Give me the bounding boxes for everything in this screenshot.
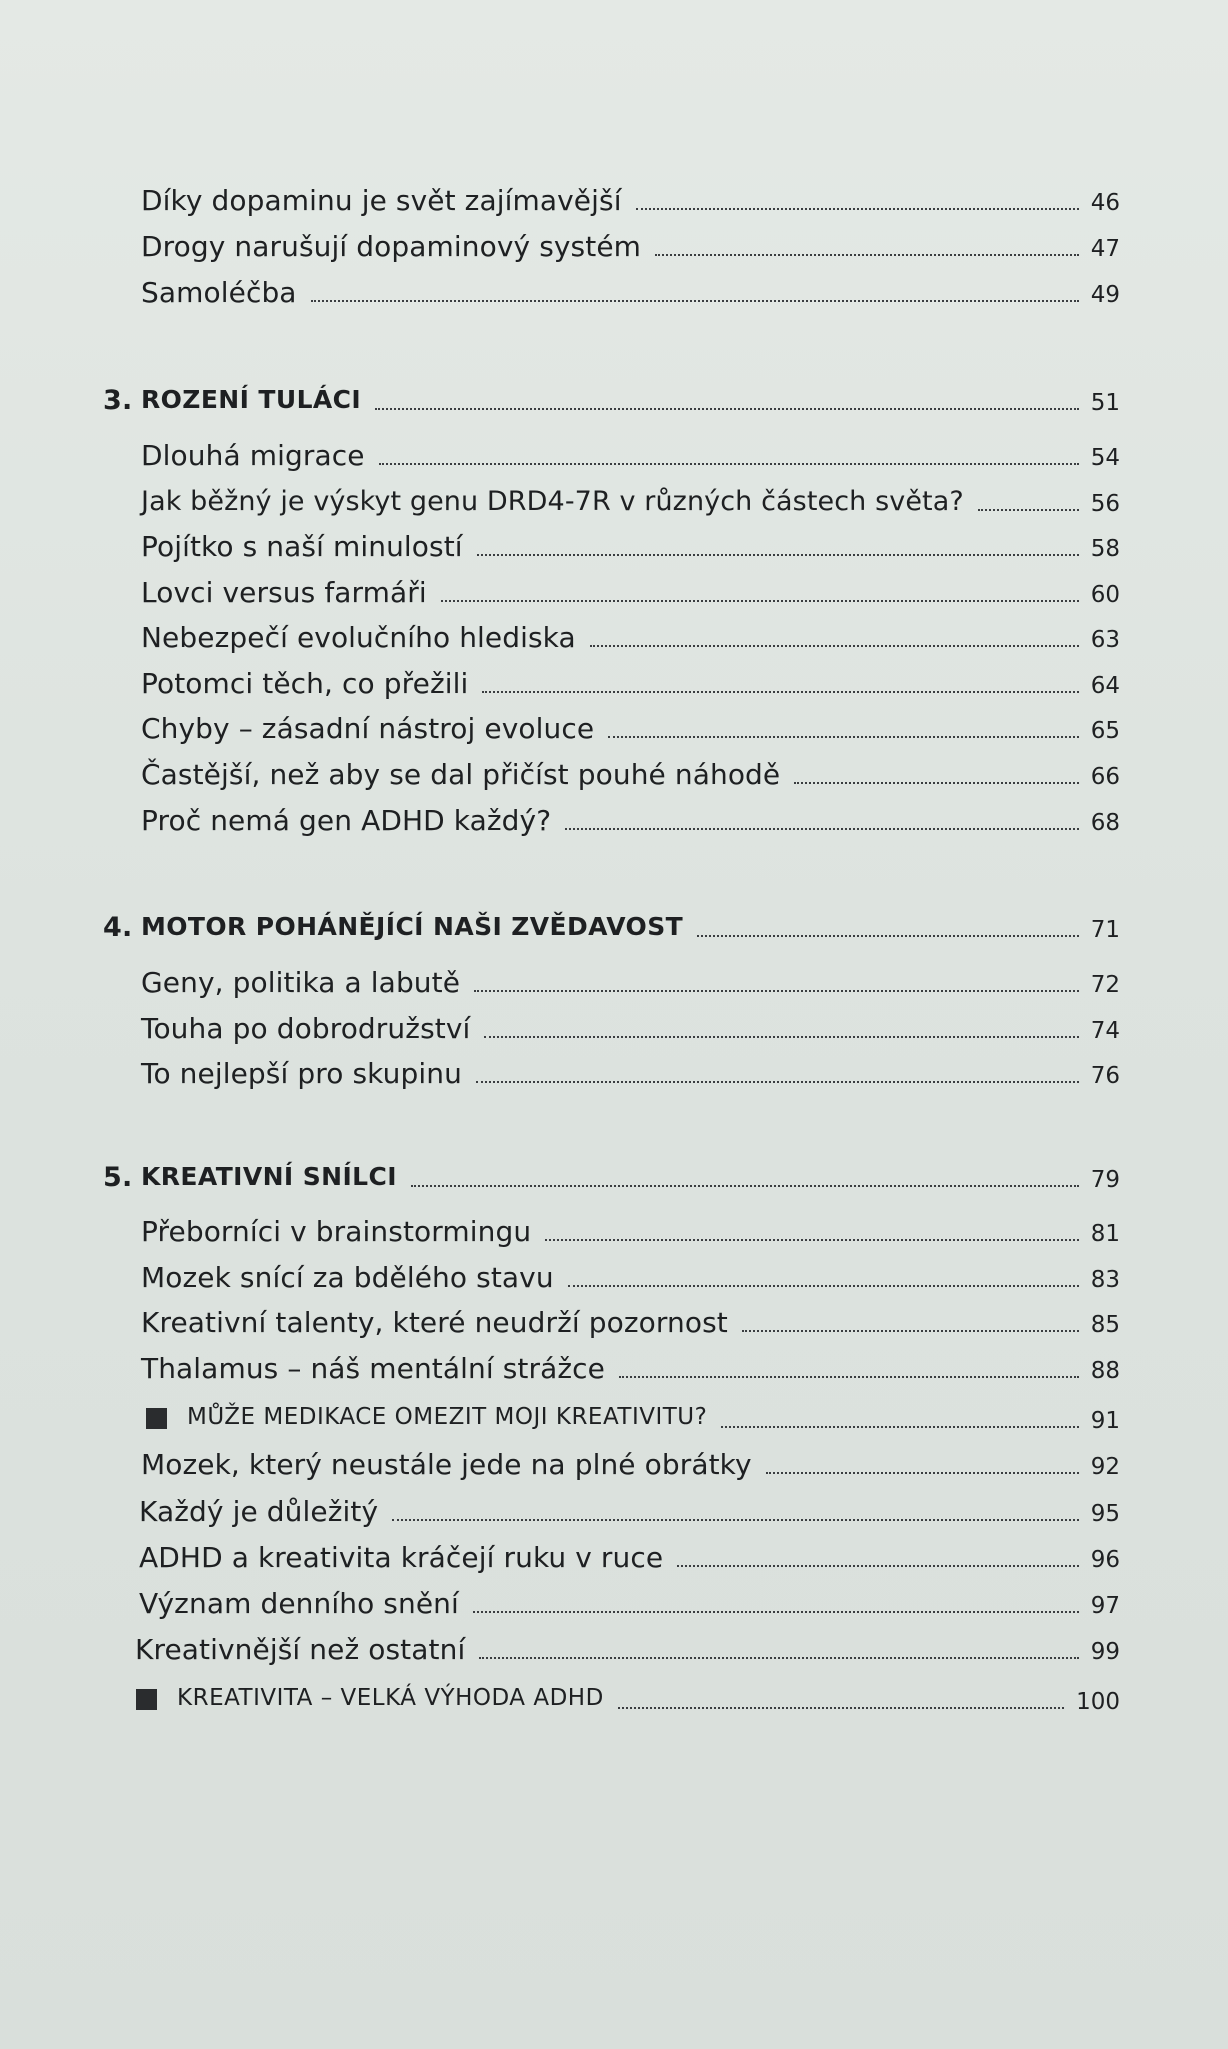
dot-leader (697, 935, 1079, 937)
toc-entry-title: Mozek snící za bdělého stavu (141, 1261, 554, 1294)
toc-entry-title: Drogy narušují dopaminový systém (141, 230, 642, 263)
toc-entry-page: 95 (1090, 1501, 1120, 1527)
toc-entry-page: 81 (1090, 1221, 1120, 1247)
toc-entry-page: 65 (1090, 718, 1120, 744)
toc-entry-page: 47 (1090, 236, 1120, 262)
toc-entry-title: Thalamus – náš mentální strážce (141, 1352, 605, 1385)
dot-leader (479, 1657, 1078, 1659)
toc-entry-page: 66 (1090, 764, 1120, 790)
toc-entry (0, 178, 1228, 222)
chapter-number: 4. (103, 912, 133, 943)
toc-box-entry (0, 1396, 1228, 1440)
toc-entry-page: 96 (1090, 1547, 1120, 1573)
toc-entry-title: Význam denního snění (139, 1587, 459, 1620)
toc-entry-page: 63 (1090, 627, 1120, 653)
toc-entry (0, 224, 1228, 268)
toc-entry-title: Díky dopaminu je svět zajímavější (141, 184, 622, 217)
toc-entry-title: Touha po dobrodružství (141, 1012, 471, 1045)
dot-leader (766, 1472, 1079, 1474)
chapter-page: 79 (1090, 1167, 1120, 1193)
toc-entry-page: 74 (1090, 1018, 1120, 1044)
dot-leader (608, 736, 1079, 738)
toc-entry-title: Častější, než aby se dal přičíst pouhé náhodě (141, 758, 781, 791)
dot-leader (392, 1519, 1079, 1521)
toc-entry-title: Pojítko s naší minulostí (141, 530, 463, 563)
dot-leader (568, 1285, 1079, 1287)
toc-entry (0, 960, 1228, 1004)
toc-entry-page: 68 (1090, 810, 1120, 836)
toc-entry-title: Dlouhá migrace (141, 439, 365, 472)
toc-entry-title: Proč nemá gen ADHD každý? (141, 804, 552, 837)
toc-entry-title: Nebezpečí evolučního hlediska (141, 621, 576, 654)
dot-leader (476, 1081, 1079, 1083)
dot-leader (477, 554, 1079, 556)
toc-entry-page: 60 (1090, 582, 1120, 608)
toc-entry-title: KREATIVITA – VELKÁ VÝHODA ADHD (177, 1685, 604, 1711)
dot-leader (379, 463, 1079, 465)
toc-entry (0, 1581, 1228, 1625)
toc-entry-page: 76 (1090, 1063, 1120, 1089)
chapter-heading (0, 1155, 1228, 1199)
toc-entry (0, 661, 1228, 705)
toc-entry-title: ADHD a kreativita kráčejí ruku v ruce (139, 1541, 664, 1574)
toc-entry-title: Geny, politika a labutě (141, 966, 461, 999)
toc-entry (0, 798, 1228, 842)
dot-leader (482, 691, 1078, 693)
toc-entry (0, 1627, 1228, 1671)
toc-entry-title: Přeborníci v brainstormingu (141, 1215, 532, 1248)
dot-leader (484, 1036, 1078, 1038)
toc-entry-page: 91 (1090, 1408, 1120, 1434)
toc-entry-page: 58 (1090, 536, 1120, 562)
box-marker-icon (136, 1689, 157, 1710)
toc-entry (0, 1489, 1228, 1533)
toc-entry-page: 92 (1090, 1454, 1120, 1480)
chapter-title: KREATIVNÍ SNÍLCI (141, 1162, 397, 1191)
dot-leader (441, 600, 1079, 602)
dot-leader (636, 208, 1079, 210)
toc-entry (0, 433, 1228, 477)
toc-entry-page: 46 (1090, 190, 1120, 216)
toc-entry-title: Kreativní talenty, které neudrží pozornost (141, 1306, 728, 1339)
toc-entry (0, 570, 1228, 614)
toc-entry-page: 99 (1090, 1639, 1120, 1665)
toc-entry-title: Chyby – zásadní nástroj evoluce (141, 712, 595, 745)
dot-leader (473, 1611, 1079, 1613)
toc-entry-title: Potomci těch, co přežili (141, 667, 469, 700)
toc-entry (0, 1209, 1228, 1253)
toc-entry (0, 1535, 1228, 1579)
chapter-heading (0, 905, 1228, 949)
chapter-heading (0, 378, 1228, 422)
toc-entry (0, 524, 1228, 568)
toc-entry (0, 615, 1228, 659)
toc-entry (0, 1255, 1228, 1299)
toc-entry-page: 97 (1090, 1593, 1120, 1619)
toc-entry-title: Lovci versus farmáři (141, 576, 427, 609)
chapter-page: 51 (1090, 390, 1120, 416)
dot-leader (794, 782, 1078, 784)
toc-entry-page: 83 (1090, 1267, 1120, 1293)
dot-leader (590, 645, 1079, 647)
box-marker-icon (146, 1408, 167, 1429)
toc-entry (0, 706, 1228, 750)
dot-leader (721, 1426, 1078, 1428)
toc-entry-page: 88 (1090, 1358, 1120, 1384)
toc-entry (0, 1346, 1228, 1390)
toc-entry-title: To nejlepší pro skupinu (141, 1057, 462, 1090)
toc-entry-page: 56 (1090, 491, 1120, 517)
toc-entry-page: 54 (1090, 445, 1120, 471)
chapter-title: MOTOR POHÁNĚJÍCÍ NAŠI ZVĚDAVOST (141, 912, 684, 941)
toc-entry-page: 100 (1076, 1689, 1120, 1715)
toc-entry (0, 1006, 1228, 1050)
toc-entry (0, 1051, 1228, 1095)
toc-entry-page: 72 (1090, 972, 1120, 998)
toc-entry-title: Jak běžný je výskyt genu DRD4-7R v různých částech světa? (141, 486, 964, 517)
chapter-number: 5. (103, 1162, 133, 1193)
toc-entry-page: 85 (1090, 1312, 1120, 1338)
toc-entry-title: Samoléčba (141, 276, 297, 309)
dot-leader (742, 1330, 1079, 1332)
toc-entry-title: Mozek, který neustále jede na plné obrátky (141, 1448, 752, 1481)
dot-leader (545, 1239, 1079, 1241)
toc-box-entry (0, 1677, 1228, 1721)
toc-entry-title: Každý je důležitý (139, 1495, 379, 1528)
dot-leader (655, 254, 1079, 256)
toc-entry (0, 270, 1228, 314)
toc-entry-page: 64 (1090, 673, 1120, 699)
toc-entry-page: 49 (1090, 282, 1120, 308)
dot-leader (474, 990, 1079, 992)
toc-entry (0, 1300, 1228, 1344)
dot-leader (411, 1185, 1079, 1187)
dot-leader (618, 1707, 1064, 1709)
dot-leader (978, 509, 1079, 511)
dot-leader (311, 300, 1079, 302)
dot-leader (565, 828, 1079, 830)
chapter-page: 71 (1090, 917, 1120, 943)
dot-leader (375, 408, 1079, 410)
chapter-title: ROZENÍ TULÁCI (141, 385, 362, 414)
toc-entry (0, 1442, 1228, 1486)
chapter-number: 3. (103, 385, 133, 416)
dot-leader (677, 1565, 1079, 1567)
dot-leader (619, 1376, 1079, 1378)
toc-entry-title: MŮŽE MEDIKACE OMEZIT MOJI KREATIVITU? (187, 1404, 708, 1430)
toc-entry (0, 479, 1228, 523)
toc-entry (0, 752, 1228, 796)
toc-entry-title: Kreativnější než ostatní (135, 1633, 466, 1666)
